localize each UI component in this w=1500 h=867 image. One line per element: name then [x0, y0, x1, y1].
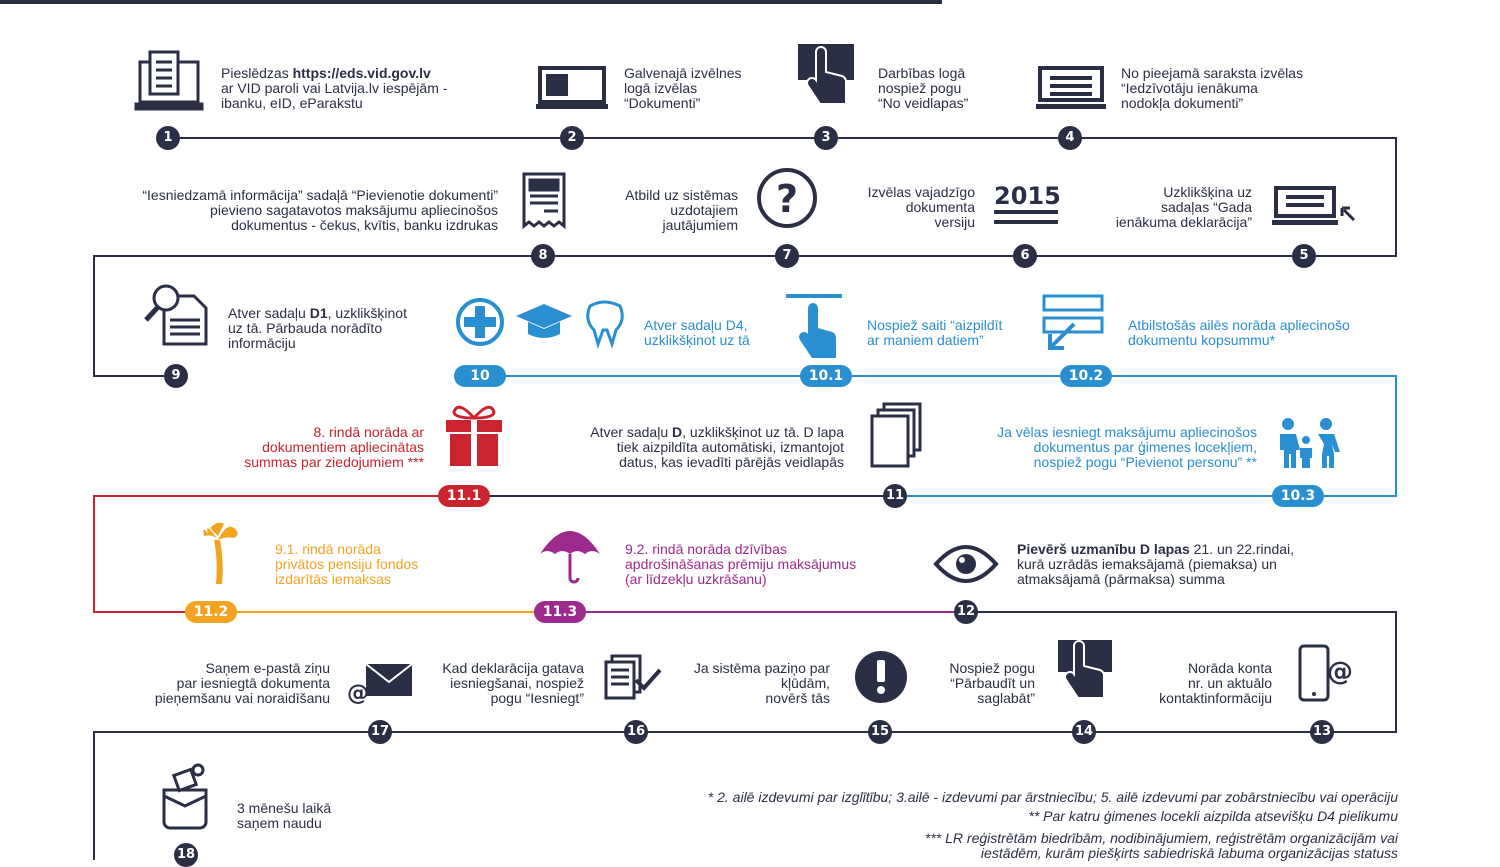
hand-click-icon — [786, 296, 842, 358]
step-badge-4: 4 — [1058, 126, 1082, 150]
step-11-2-text: 9.1. rindā norāda privātos pensiju fondos izdarītās iemaksas — [275, 541, 419, 587]
svg-text:@: @ — [347, 681, 369, 706]
palm-tree-icon — [204, 523, 238, 584]
question-icon — [759, 170, 815, 226]
step-badge-11: 11 — [883, 484, 907, 508]
footnote-4: iestādēm, kurām piešķirts sabiedriskā labuma organizācijas statuss — [980, 845, 1398, 861]
step-badge-6: 6 — [1013, 244, 1037, 268]
step-badge-11-1: 11.1 — [438, 485, 490, 507]
step-badge-11-2: 11.2 — [185, 601, 237, 623]
step-badge-8: 8 — [531, 244, 555, 268]
step-2-text: Galvenajā izvēlnes logā izvēlas “Dokumenti” — [624, 65, 742, 111]
step-badge-2: 2 — [560, 126, 584, 150]
hand-press-icon-14 — [1058, 640, 1112, 698]
receipt-icon — [524, 174, 564, 226]
document-check-icon — [606, 656, 660, 698]
step-1-text: Pieslēdzas https://eds.vid.gov.lv ar VID paroli vai Latvija.lv iespējām - ibanku, eID, eParakstu — [221, 65, 448, 111]
step-badge-1: 1 — [156, 126, 180, 150]
step-4-text: No pieejamā saraksta izvēlas “Iedzīvotāju ienākuma nodokļa dokumenti” — [1121, 65, 1304, 111]
step-10-1-text: Nospiež saiti “aizpildīt ar maniem datiem” — [867, 317, 1003, 348]
footnote-1: * 2. ailē izdevumi par izglītību; 3.ailē - izdevumi par ārstniecību; 5. ailē izdevumi par zobārstniecību vai operāciju — [707, 789, 1398, 805]
step-badge-16: 16 — [624, 720, 648, 744]
step-10-3-text: Ja vēlas iesniegt maksājumu apliecinošos dokumentus par ģimenes locekļiem, nospiež pogu “Pievienot personu” ** — [997, 424, 1257, 470]
svg-text:@: @ — [1327, 657, 1353, 687]
step-18-text: 3 mēnešu laikā saņem naudu — [237, 800, 332, 831]
step-badge-10-2: 10.2 — [1060, 365, 1112, 387]
hand-press-icon — [798, 44, 854, 104]
medical-education-tooth-icons — [458, 300, 622, 344]
step-badge-15: 15 — [868, 720, 892, 744]
step-badge-13: 13 — [1310, 720, 1334, 744]
monitor-icon — [536, 68, 608, 109]
step-badge-9: 9 — [164, 364, 188, 388]
step-12-text: Pievērš uzmanību D lapas 21. un 22.rindai, kurā uzrādās iemaksājamā (piemaksa) un atmaksājamā (pārmaksa) summa — [1017, 541, 1295, 587]
monitor-cursor-icon — [1272, 188, 1354, 225]
monitor-list-icon — [1036, 68, 1106, 109]
magnifier-document-icon — [146, 286, 206, 344]
step-badge-10: 10 — [454, 365, 506, 387]
vid-url-link[interactable]: https://eds.vid.gov.lv — [292, 65, 431, 81]
step-badge-11-3: 11.3 — [534, 601, 586, 623]
svg-text:?: ? — [775, 177, 799, 221]
step-15-text: Ja sistēma paziņo par kļūdām, novērš tās — [693, 660, 830, 706]
umbrella-icon — [540, 531, 600, 582]
step-14-text: Nospiež pogu “Pārbaudīt un saglabāt” — [949, 660, 1035, 706]
family-icon — [1280, 418, 1340, 468]
step-badge-7: 7 — [775, 244, 799, 268]
step-9-text: Atver sadaļu D1, uzklikšķinot uz tā. Pārbauda norādīto informāciju — [228, 305, 407, 351]
step-17-text: Saņem e-pastā ziņu par iesniegtā dokumenta pieņemšanu vai noraidīšanu — [154, 660, 330, 706]
footnote-2: ** Par katru ģimenes locekli aizpilda atsevišķu D4 pielikumu — [1028, 808, 1398, 824]
exclamation-icon — [855, 651, 907, 703]
step-badge-18: 18 — [174, 843, 198, 867]
year-2015-icon — [994, 182, 1061, 224]
step-badge-5: 5 — [1292, 244, 1316, 268]
step-5-text: Uzklikšķina uz sadaļas “Gada ienākuma deklarācija” — [1115, 184, 1252, 230]
step-13-text: Norāda konta nr. un aktuālo kontaktinformāciju — [1159, 660, 1272, 706]
eye-icon — [936, 547, 996, 581]
step-6-text: Izvēlas vajadzīgo dokumenta versiju — [867, 184, 975, 230]
gift-icon — [446, 407, 502, 466]
wallet-money-icon — [164, 765, 206, 828]
step-3-text: Darbības logā nospiež pogu “No veidlapas” — [878, 65, 969, 111]
step-11-1-text: 8. rindā norāda ar dokumentiem apliecinātas summas par ziedojumiem *** — [244, 424, 424, 470]
form-arrow-icon — [1044, 296, 1102, 348]
step-badge-10-1: 10.1 — [800, 365, 852, 387]
step-11-3-text: 9.2. rindā norāda dzīvības apdrošināšanas prēmiju maksājumus (ar līdzekļu uzkrāšanu) — [625, 541, 857, 587]
step-10-2-text: Atbilstošās ailēs norāda apliecinošo dokumentu kopsummu* — [1128, 317, 1350, 348]
step-badge-17: 17 — [368, 720, 392, 744]
header-bar — [0, 0, 942, 4]
step-badge-10-3: 10.3 — [1272, 485, 1324, 507]
year-label: 2015 — [994, 182, 1061, 210]
phone-at-icon — [1300, 646, 1353, 700]
step-11-text: Atver sadaļu D, uzklikšķinot uz tā. D lapa tiek aizpildīta automātiski, izmantojot datus, kas ievadīti pārējās veidlapās — [590, 424, 844, 470]
step-16-text: Kad deklarācija gatava iesniegšanai, nospiež pogu “Iesniegt” — [442, 660, 584, 706]
step-badge-14: 14 — [1072, 720, 1096, 744]
step-badge-3: 3 — [814, 126, 838, 150]
step-7-text: Atbild uz sistēmas uzdotajiem jautājumiem — [625, 187, 738, 233]
footnote-3: *** LR reģistrētām biedrībām, nodibinājumiem, reģistrētām organizācijām vai — [924, 830, 1398, 846]
documents-stack-icon — [872, 404, 920, 466]
computer-document-icon — [136, 52, 202, 109]
step-8-text: “Iesniedzamā informācija” sadaļā “Pievienotie dokumenti” pievieno sagatavotos maksājumu apliecinošos dokumentus - čekus, kvītis, banku izdrukas — [142, 187, 498, 233]
step-badge-12: 12 — [954, 600, 978, 624]
email-icon — [347, 664, 412, 706]
step-10-text: Atver sadaļu D4, uzklikšķinot uz tā — [644, 317, 750, 348]
